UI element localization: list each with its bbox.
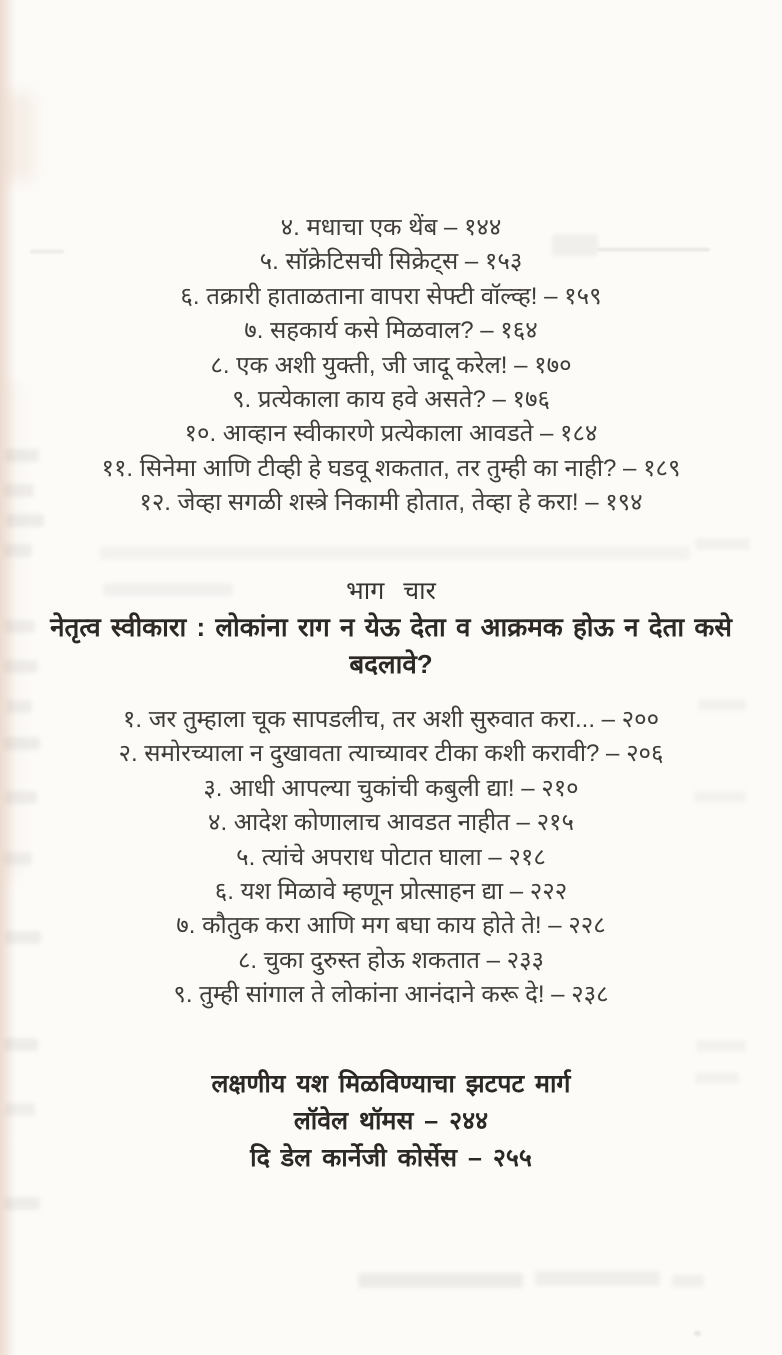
bleed-through-artifact bbox=[535, 1271, 660, 1286]
part-four-label: भाग चार bbox=[346, 577, 436, 605]
bleed-through-artifact bbox=[4, 1197, 40, 1210]
scan-tint-artifact bbox=[0, 92, 34, 182]
toc-entry: ११. सिनेमा आणि टीव्ही हे घडवू शकतात, तर तुम्ही का नाही? – १८९ bbox=[101, 454, 681, 482]
toc-entry: ३. आधी आपल्या चुकांची कबुली द्या! – २१० bbox=[203, 774, 579, 802]
toc-entry: १. जर तुम्हाला चूक सापडलीच, तर अशी सुरुवात करा... – २०० bbox=[122, 706, 660, 733]
bleed-through-artifact bbox=[4, 544, 32, 557]
toc-entry: ९. तुम्ही सांगाल ते लोकांना आनंदाने करू दे! – २३८ bbox=[173, 981, 609, 1009]
closing-line: लॉवेल थॉमस – २४४ bbox=[293, 1107, 489, 1135]
closing-line: दि डेल कार्नेजी कोर्सेस – २५५ bbox=[250, 1144, 532, 1172]
toc-entry: ६. तक्रारी हाताळताना वापरा सेफ्टी वॉल्व्ह! – १५९ bbox=[180, 282, 602, 310]
bleed-through-artifact bbox=[695, 538, 750, 550]
toc-entry: ७. कौतुक करा आणि मग बघा काय होते ते! – २२८ bbox=[176, 912, 606, 940]
bleed-through-artifact bbox=[696, 1040, 746, 1052]
toc-entry: ४. मधाचा एक थेंब – १४४ bbox=[280, 214, 502, 241]
part-three-item-list bbox=[0, 211, 782, 521]
toc-entry: २. समोरच्याला न दुखावता त्याच्यावर टीका कशी करावी? – २०६ bbox=[118, 740, 664, 768]
toc-entry: ५. त्यांचे अपराध पोटात घाला – २१८ bbox=[236, 843, 546, 871]
bleed-through-artifact bbox=[100, 546, 690, 560]
toc-entry: ८. चुका दुरुस्त होऊ शकतात – २३३ bbox=[237, 946, 545, 974]
toc-entry: ५. सॉक्रेटिसची सिक्रेट्स – १५३ bbox=[259, 248, 523, 276]
toc-entry: ७. सहकार्य कसे मिळवाल? – १६४ bbox=[244, 317, 538, 345]
closing-section bbox=[0, 1066, 782, 1177]
closing-line: लक्षणीय यश मिळविण्याचा झटपट मार्ग bbox=[211, 1070, 571, 1098]
speck-artifact bbox=[694, 1331, 701, 1336]
bleed-through-artifact bbox=[358, 1273, 523, 1288]
bleed-through-artifact bbox=[672, 1275, 704, 1287]
toc-entry: १२. जेव्हा सगळी शस्त्रे निकामी होतात, तेव्हा हे करा! – १९४ bbox=[139, 489, 643, 517]
toc-entry: ९. प्रत्येकाला काय हवे असते? – १७६ bbox=[232, 386, 550, 414]
toc-entry: ४. आदेश कोणालाच आवडत नाहीत – २१५ bbox=[207, 809, 575, 837]
toc-entry: ६. यश मिळावे म्हणून प्रोत्साहन द्या – २२२ bbox=[214, 878, 568, 906]
toc-entry: ८. एक अशी युक्ती, जी जादू करेल! – १७० bbox=[210, 351, 572, 379]
bleed-through-artifact bbox=[4, 1038, 38, 1051]
part-four-title: नेतृत्व स्वीकारा : लोकांना राग न येऊ देता व आक्रमक होऊ न देता कसे बदलावे? bbox=[50, 612, 732, 679]
part-four-item-list bbox=[0, 703, 782, 1013]
toc-entry: १०. आव्हान स्वीकारणे प्रत्येकाला आवडते – १८४ bbox=[184, 420, 598, 448]
